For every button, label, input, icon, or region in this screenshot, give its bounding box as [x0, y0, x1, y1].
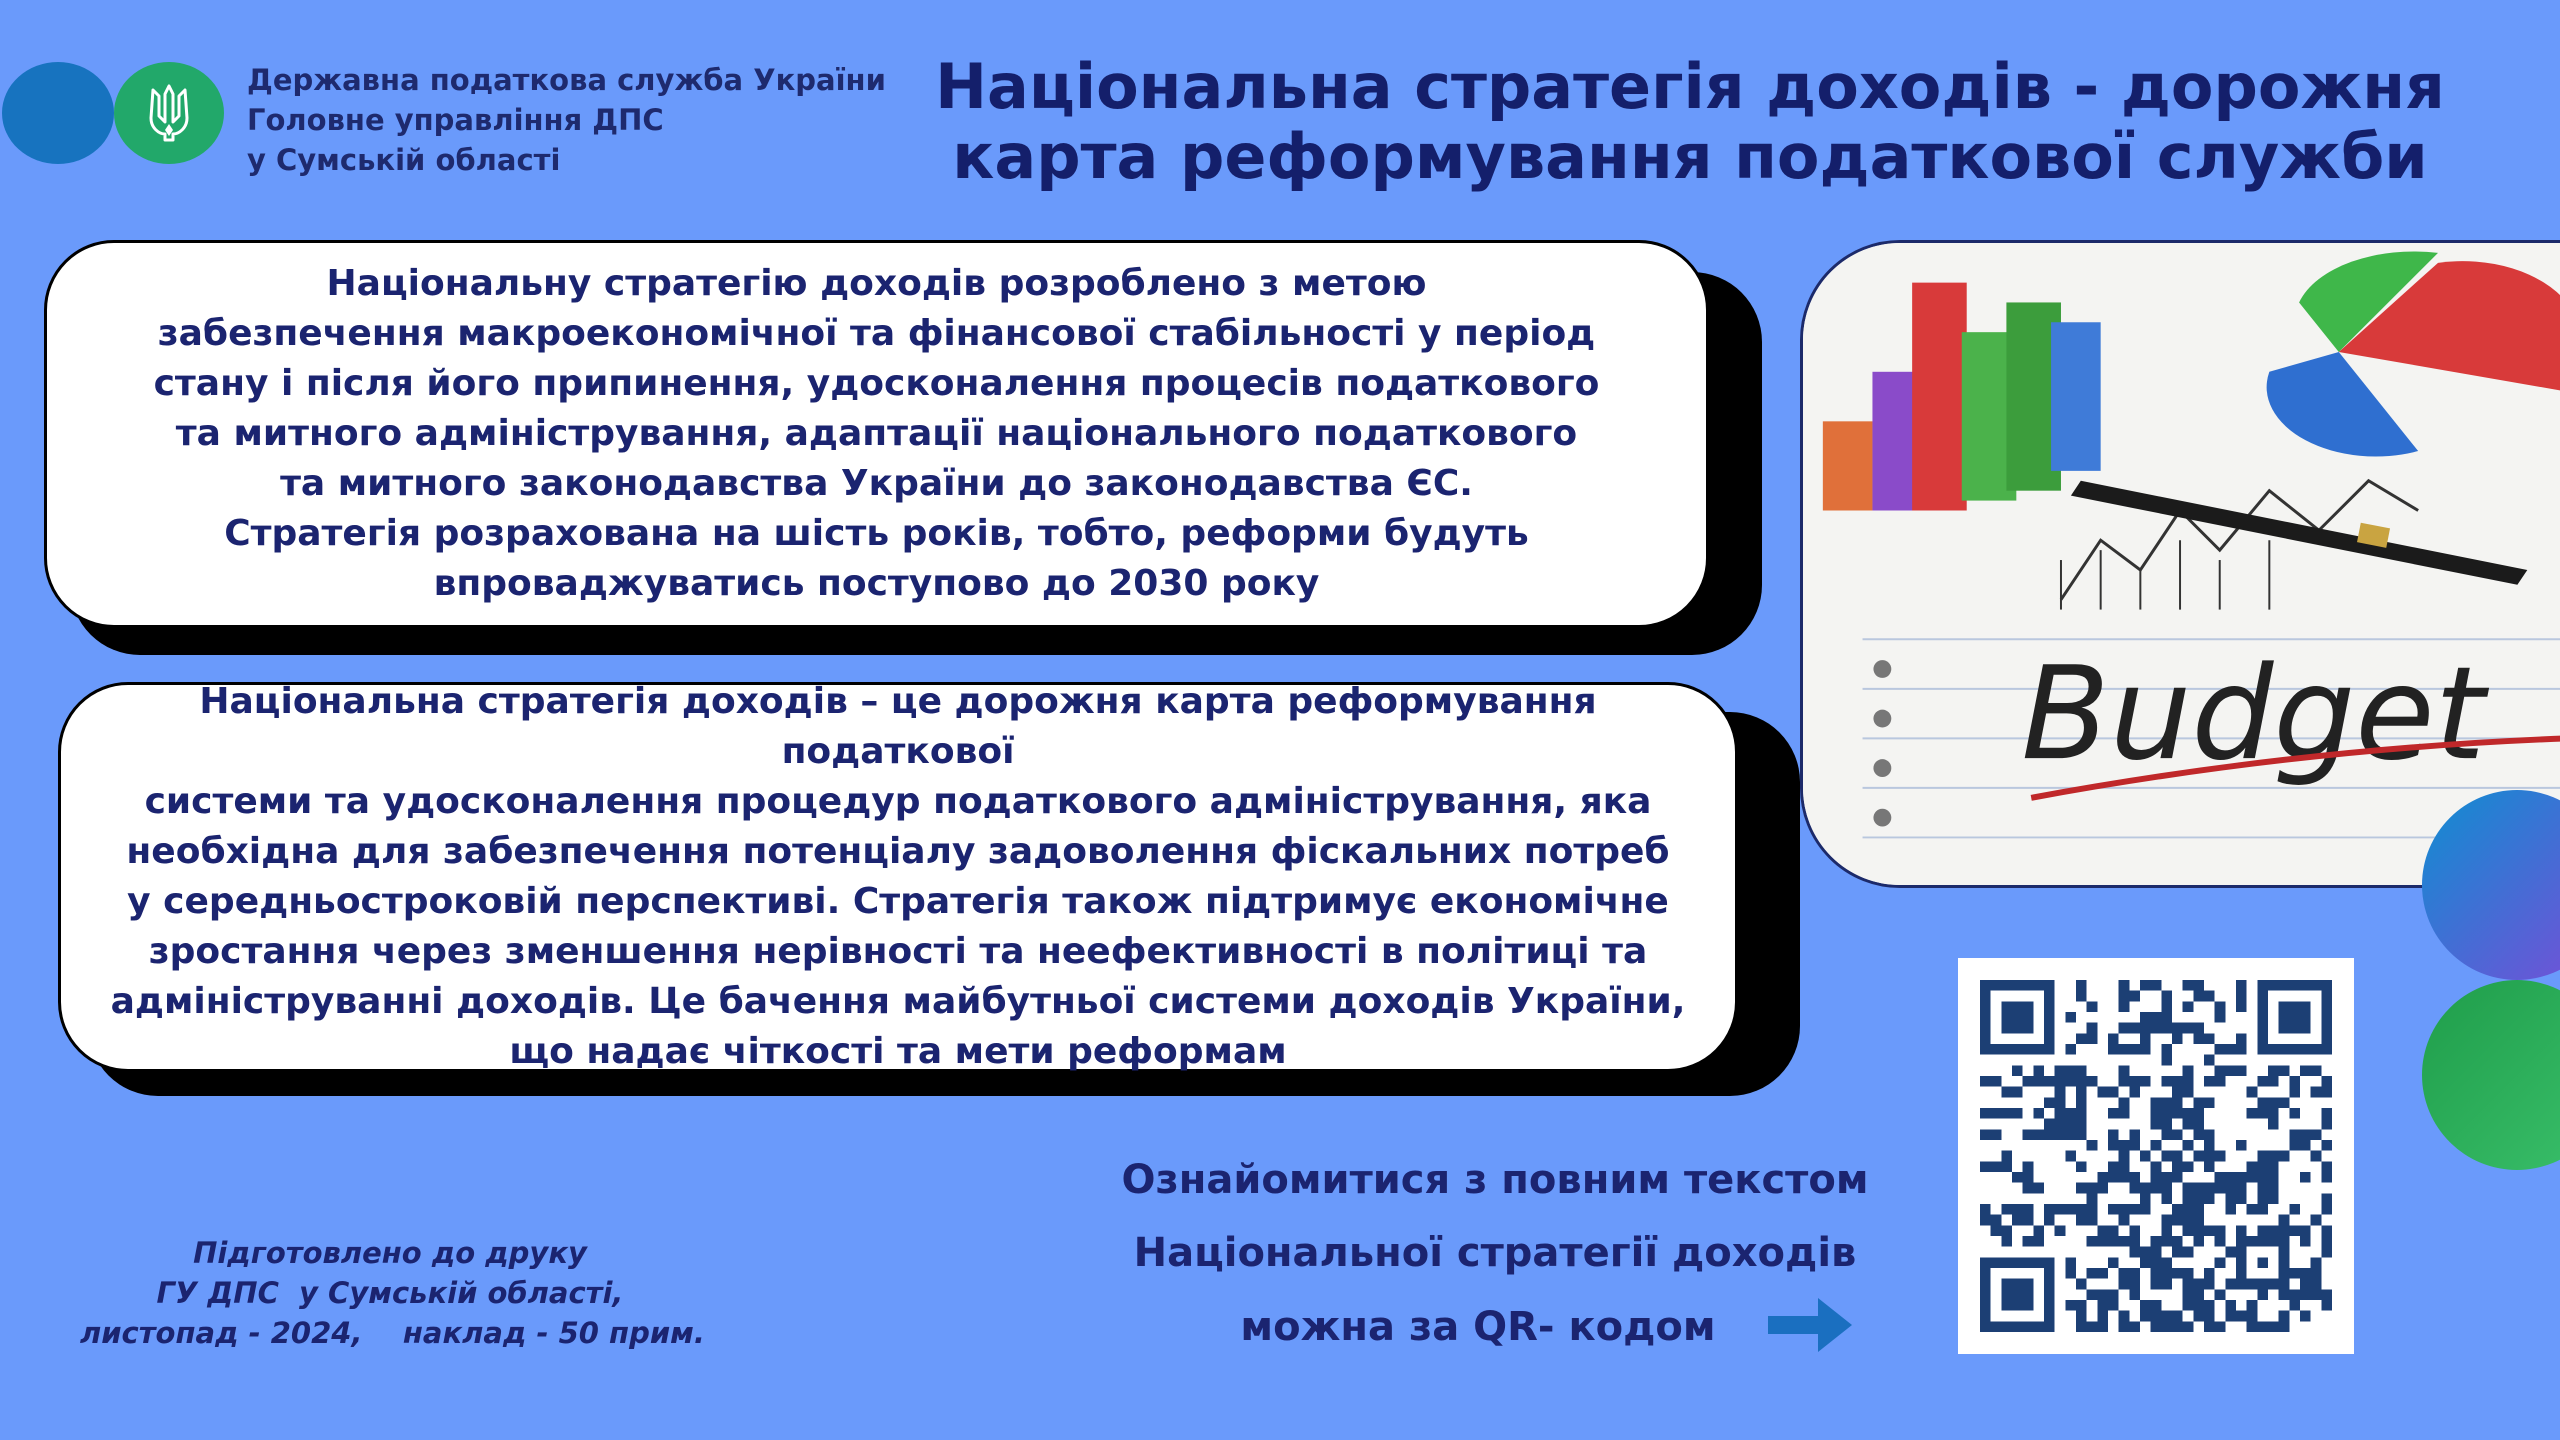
card-line: та митного законодавства України до законодавства ЄС. — [280, 463, 1473, 504]
qr-code[interactable] — [1958, 958, 2354, 1354]
card-line: у середньостроковій перспективі. Стратегія також підтримує економічне — [127, 881, 1669, 922]
decor-circle-green — [2422, 980, 2560, 1170]
card-line: стану і після його припинення, удосконалення процесів податкового — [153, 363, 1600, 404]
card-line: зростання через зменшення нерівності та неефективності в політиці та — [148, 931, 1648, 972]
title-line: карта реформування податкової служби — [952, 120, 2428, 193]
budget-illustration — [1800, 240, 2560, 888]
qr-caption-line: можна за QR- кодом — [1240, 1304, 1716, 1350]
org-line: Державна податкова служба України — [247, 63, 886, 97]
card-line: забезпечення макроекономічної та фінансової стабільності у період — [157, 313, 1596, 354]
organization-name — [247, 60, 886, 180]
card-line: впроваджуватись поступово до 2030 року — [433, 563, 1320, 604]
qr-caption-line: Ознайомитися з повним текстом — [1121, 1157, 1869, 1203]
budget-image-icon — [1803, 243, 2560, 885]
logo-blue-circle — [2, 62, 114, 164]
qr-caption-line: Національної стратегії доходів — [1133, 1230, 1857, 1276]
card-line: Національна стратегія доходів – це дорожня карта реформування податкової — [199, 681, 1597, 772]
print-info — [80, 1233, 705, 1353]
trident-emblem-icon — [143, 82, 195, 144]
card-line: Стратегія розрахована на шість років, тобто, реформи будуть — [224, 513, 1529, 554]
budget-word: Budget — [2021, 639, 2486, 790]
print-info-line: листопад - 2024, наклад - 50 прим. — [80, 1316, 705, 1350]
print-info-line: Підготовлено до друку — [193, 1236, 587, 1270]
org-line: Головне управління ДПС — [247, 103, 664, 137]
org-line: у Сумській області — [247, 143, 561, 177]
card-line: необхідна для забезпечення потенціалу задоволення фіскальних потреб — [126, 831, 1670, 872]
logo-green-circle — [114, 62, 224, 164]
qr-code-icon — [1980, 980, 2332, 1332]
strategy-definition-card — [58, 682, 1738, 1072]
card-line: та митного адміністрування, адаптації національного податкового — [175, 413, 1578, 454]
print-info-line: ГУ ДПС у Сумській області, — [156, 1276, 624, 1310]
card-line: що надає чіткості та мети реформам — [509, 1031, 1287, 1072]
page-title — [920, 52, 2460, 192]
strategy-purpose-card — [44, 240, 1709, 628]
card-line: системи та удосконалення процедур податкового адміністрування, яка — [144, 781, 1652, 822]
arrow-right-icon — [1764, 1292, 1856, 1358]
title-line: Національна стратегія доходів - дорожня — [935, 50, 2445, 123]
card-line: адмініструванні доходів. Це бачення майбутньої системи доходів України, — [110, 981, 1686, 1022]
card-line: Національну стратегію доходів розроблено з метою — [326, 263, 1427, 304]
